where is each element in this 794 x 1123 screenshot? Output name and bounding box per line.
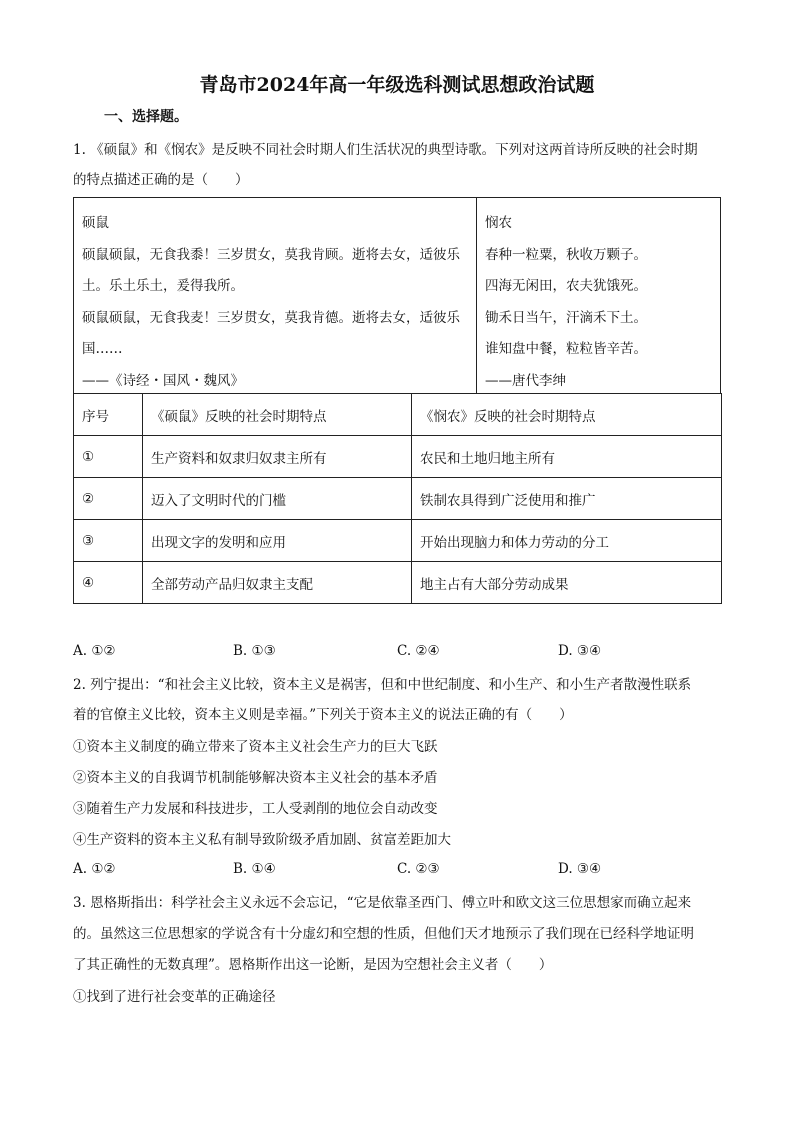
poem-line: 谁知盘中餐，粒粒皆辛苦。 bbox=[485, 341, 647, 357]
poem-line: 四海无闲田，农夫犹饿死。 bbox=[485, 278, 647, 294]
poem-source: ——《诗经・国风・魏风》 bbox=[82, 372, 244, 389]
option-d[interactable]: D. ③④ bbox=[558, 643, 602, 659]
table-cell: 农民和土地归地主所有 bbox=[412, 436, 722, 478]
q3-stem-line-2: 的。虽然这三位思想家的学说含有十分虚幻和空想的性质，但他们天才地预示了我们现在已经科学地证明 bbox=[73, 926, 694, 942]
poem-line: 悯农 bbox=[485, 215, 512, 231]
option-a[interactable]: A. ①② bbox=[73, 861, 116, 877]
table-row bbox=[74, 520, 722, 562]
q2-stem-line-1: 2. 列宁提出：“和社会主义比较，资本主义是祸害，但和中世纪制度、和小生产、和小生产者散漫性联系 bbox=[73, 677, 692, 693]
table-cell: 迈入了文明时代的门槛 bbox=[143, 478, 412, 520]
option-b[interactable]: B. ①③ bbox=[233, 643, 276, 659]
table-cell: ② bbox=[74, 478, 143, 520]
q3-stem-line-1: 3. 恩格斯指出：科学社会主义永远不会忘记，“它是依靠圣西门、傅立叶和欧文这三位思想家而确立起来 bbox=[73, 895, 692, 911]
q1-options bbox=[73, 643, 721, 663]
table-cell: ③ bbox=[74, 520, 143, 562]
poem-line: 春种一粒粟，秋收万颗子。 bbox=[485, 246, 647, 263]
q2-statement: ③随着生产力发展和科技进步，工人受剥削的地位会自动改变 bbox=[73, 801, 438, 817]
poem-box bbox=[73, 197, 721, 394]
q3-statement: ①找到了进行社会变革的正确途径 bbox=[73, 989, 276, 1005]
table-cell: 生产资料和奴隶归奴隶主所有 bbox=[143, 436, 412, 478]
poem-source: ——唐代李绅 bbox=[485, 372, 566, 389]
table-cell: 出现文字的发明和应用 bbox=[143, 520, 412, 562]
option-c[interactable]: C. ②④ bbox=[397, 643, 440, 659]
poem-line: 硕鼠硕鼠，无食我黍！三岁贯女，莫我肯顾。逝将去女，适彼乐 bbox=[82, 246, 460, 263]
section-heading: 一、选择题。 bbox=[104, 109, 188, 125]
poem-line: 国…… bbox=[82, 341, 123, 357]
q2-statement: ①资本主义制度的确立带来了资本主义社会生产力的巨大飞跃 bbox=[73, 739, 438, 755]
poem-line: 土。乐土乐土，爰得我所。 bbox=[82, 278, 244, 294]
q1-stem-line-2: 的特点描述正确的是（ ） bbox=[73, 172, 249, 188]
q2-statement: ②资本主义的自我调节机制能够解决资本主义社会的基本矛盾 bbox=[73, 770, 438, 786]
table-cell: 全部劳动产品归奴隶主支配 bbox=[143, 562, 412, 604]
table-header-cell: 《硕鼠》反映的社会时期特点 bbox=[143, 394, 412, 436]
q2-stem-line-2: 着的官僚主义比较，资本主义则是幸福。”下列关于资本主义的说法正确的有（ ） bbox=[73, 707, 573, 723]
poem-line: 硕鼠硕鼠，无食我麦！三岁贯女，莫我肯德。逝将去女，适彼乐 bbox=[82, 309, 460, 326]
q1-stem-line-1: 1. 《硕鼠》和《悯农》是反映不同社会时期人们生活状况的典型诗歌。下列对这两首诗所反映的社会时期 bbox=[73, 142, 698, 158]
q3-stem-line-3: 了其正确性的无数真理”。恩格斯作出这一论断，是因为空想社会主义者（ ） bbox=[73, 957, 553, 973]
q2-statement: ④生产资料的资本主义私有制导致阶级矛盾加剧、贫富差距加大 bbox=[73, 832, 451, 848]
table-header-cell: 《悯农》反映的社会时期特点 bbox=[412, 394, 722, 436]
table-row bbox=[74, 478, 722, 520]
table-cell: 铁制农具得到广泛使用和推广 bbox=[412, 478, 722, 520]
table-cell: 开始出现脑力和体力劳动的分工 bbox=[412, 520, 722, 562]
poem-line: 锄禾日当午，汗滴禾下土。 bbox=[485, 309, 647, 326]
table-header-cell: 序号 bbox=[74, 394, 143, 436]
poem-shuoshu bbox=[74, 198, 477, 393]
table-header-row bbox=[74, 394, 722, 436]
option-a[interactable]: A. ①② bbox=[73, 643, 116, 659]
table-row bbox=[74, 562, 722, 604]
option-b[interactable]: B. ①④ bbox=[233, 861, 276, 877]
table-cell: 地主占有大部分劳动成果 bbox=[412, 562, 722, 604]
option-d[interactable]: D. ③④ bbox=[558, 861, 602, 877]
poem-minnong bbox=[477, 198, 722, 393]
q2-options bbox=[73, 861, 721, 881]
poem-line: 硕鼠 bbox=[82, 215, 109, 231]
table-cell: ④ bbox=[74, 562, 143, 604]
comparison-table bbox=[73, 393, 722, 604]
page-title: 青岛市2024年高一年级选科测试思想政治试题 bbox=[199, 74, 595, 96]
table-cell: ① bbox=[74, 436, 143, 478]
table-row bbox=[74, 436, 722, 478]
option-c[interactable]: C. ②③ bbox=[397, 861, 440, 877]
